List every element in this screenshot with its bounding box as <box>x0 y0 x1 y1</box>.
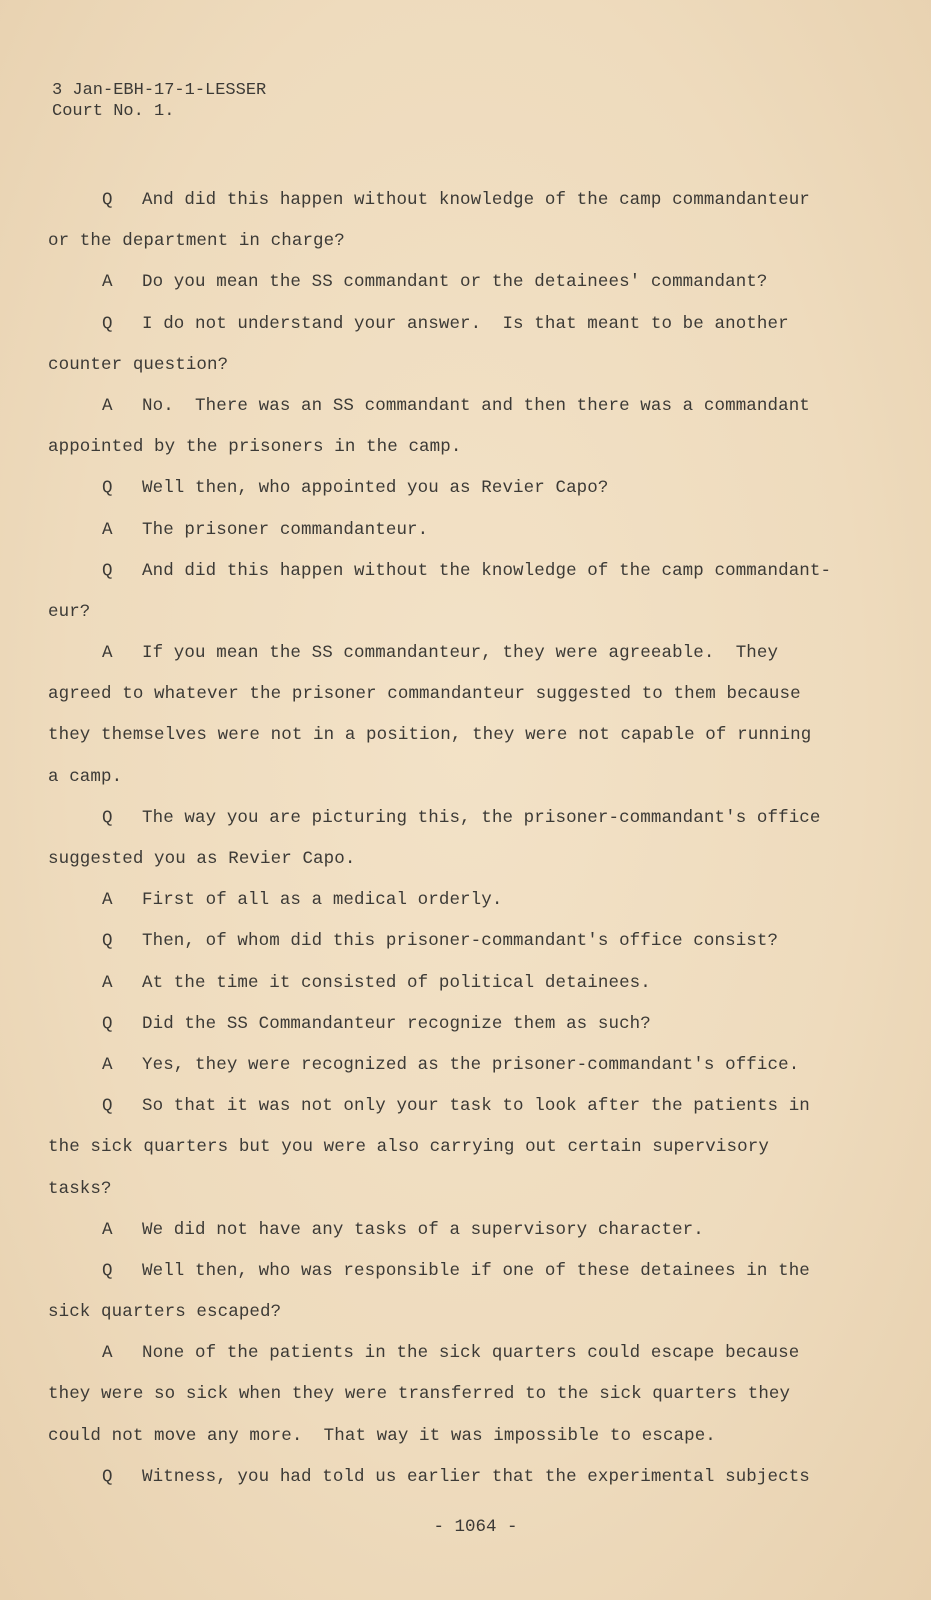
transcript-line-continuation <box>48 847 848 888</box>
speaker-label: Q <box>102 807 113 828</box>
line-text: First of all as a medical orderly. <box>142 890 503 911</box>
line-text: suggested you as Revier Capo. <box>48 849 356 869</box>
speaker-label: Q <box>102 1096 113 1117</box>
transcript-line-question <box>48 476 848 517</box>
line-text: tasks? <box>48 1178 112 1199</box>
transcript-line-continuation <box>48 1424 848 1465</box>
transcript-line-question <box>48 559 848 600</box>
transcript-line-answer <box>48 1053 848 1094</box>
speaker-label: A <box>102 395 113 416</box>
transcript-line-question <box>48 806 848 847</box>
line-text: Well then, who was responsible if one of these detainees in the <box>142 1260 810 1281</box>
line-text: We did not have any tasks of a supervisory character. <box>142 1219 704 1240</box>
speaker-label: A <box>102 1219 113 1240</box>
transcript-line-question <box>48 1094 848 1135</box>
transcript-line-continuation <box>48 723 848 764</box>
header-court: Court No. 1. <box>52 102 175 121</box>
speaker-label: Q <box>102 478 113 499</box>
transcript-line-answer <box>48 641 848 682</box>
line-text: And did this happen without the knowledge of the camp commandant- <box>142 560 832 581</box>
transcript-line-question <box>48 1465 848 1506</box>
transcript-line-question <box>48 1012 848 1053</box>
speaker-label: Q <box>102 1013 113 1034</box>
transcript-line-continuation <box>48 435 848 476</box>
transcript-line-continuation <box>48 682 848 723</box>
line-text: counter question? <box>48 354 229 375</box>
page-footer <box>0 1517 931 1537</box>
page-number: - 1064 - <box>433 1517 518 1537</box>
line-text: I do not understand your answer. Is that meant to be another <box>142 313 789 334</box>
speaker-label: Q <box>102 931 113 952</box>
transcript-line-continuation <box>48 600 848 641</box>
speaker-label: Q <box>102 1260 113 1281</box>
transcript-line-answer <box>48 270 848 311</box>
transcript-line-answer <box>48 888 848 929</box>
line-text: appointed by the prisoners in the camp. <box>48 437 462 458</box>
transcript-line-question <box>48 312 848 353</box>
line-text: Witness, you had told us earlier that the experimental subjects <box>142 1466 810 1487</box>
transcript-line-continuation <box>48 1177 848 1218</box>
line-text: they were so sick when they were transferred to the sick quarters they <box>48 1384 791 1405</box>
line-text: sick quarters escaped? <box>48 1302 282 1323</box>
speaker-label: A <box>102 272 113 293</box>
transcript-line-question <box>48 188 848 229</box>
line-text: No. There was an SS commandant and then there was a commandant <box>142 395 810 416</box>
speaker-label: A <box>102 890 113 911</box>
transcript-line-continuation <box>48 1382 848 1423</box>
transcript-line-continuation <box>48 353 848 394</box>
speaker-label: Q <box>102 190 113 210</box>
line-text: agreed to whatever the prisoner commandanteur suggested to them because <box>48 684 801 705</box>
line-text: Did the SS Commandanteur recognize them as such? <box>142 1013 651 1034</box>
transcript-line-answer <box>48 1218 848 1259</box>
transcript-line-continuation <box>48 1135 848 1176</box>
line-text: The prisoner commandanteur. <box>142 519 429 540</box>
line-text: Then, of whom did this prisoner-commandant's office consist? <box>142 931 779 952</box>
speaker-label: A <box>102 972 113 993</box>
header-reference: 3 Jan-EBH-17-1-LESSER <box>52 81 267 100</box>
transcript-line-continuation <box>48 765 848 806</box>
transcript-body <box>48 188 848 1506</box>
line-text: If you mean the SS commandanteur, they were agreeable. They <box>142 643 779 664</box>
transcript-line-continuation <box>48 229 848 270</box>
line-text: At the time it consisted of political detainees. <box>142 972 651 993</box>
line-text: Yes, they were recognized as the prisoner-commandant's office. <box>142 1054 800 1075</box>
speaker-label: Q <box>102 313 113 334</box>
transcript-line-question <box>48 929 848 970</box>
speaker-label: A <box>102 519 113 540</box>
line-text: And did this happen without knowledge of the camp commandanteur <box>142 190 810 210</box>
line-text: they themselves were not in a position, they were not capable of running <box>48 725 812 746</box>
speaker-label: Q <box>102 1466 113 1487</box>
line-text: Well then, who appointed you as Revier Capo? <box>142 478 609 499</box>
transcript-line-question <box>48 1259 848 1300</box>
line-text: So that it was not only your task to look after the patients in <box>142 1096 810 1117</box>
line-text: eur? <box>48 601 91 622</box>
transcript-line-answer <box>48 394 848 435</box>
line-text: the sick quarters but you were also carrying out certain supervisory <box>48 1137 769 1158</box>
line-text: The way you are picturing this, the prisoner-commandant's office <box>142 807 821 828</box>
line-text: Do you mean the SS commandant or the detainees' commandant? <box>142 272 768 293</box>
line-text: a camp. <box>48 766 123 787</box>
transcript-line-answer <box>48 518 848 559</box>
speaker-label: A <box>102 643 113 664</box>
line-text: or the department in charge? <box>48 231 345 252</box>
speaker-label: Q <box>102 560 113 581</box>
line-text: None of the patients in the sick quarters could escape because <box>142 1343 800 1364</box>
speaker-label: A <box>102 1343 113 1364</box>
transcript-line-continuation <box>48 1300 848 1341</box>
transcript-line-answer <box>48 1341 848 1382</box>
transcript-line-answer <box>48 971 848 1012</box>
line-text: could not move any more. That way it was impossible to escape. <box>48 1425 716 1446</box>
speaker-label: A <box>102 1054 113 1075</box>
document-header <box>52 80 266 122</box>
